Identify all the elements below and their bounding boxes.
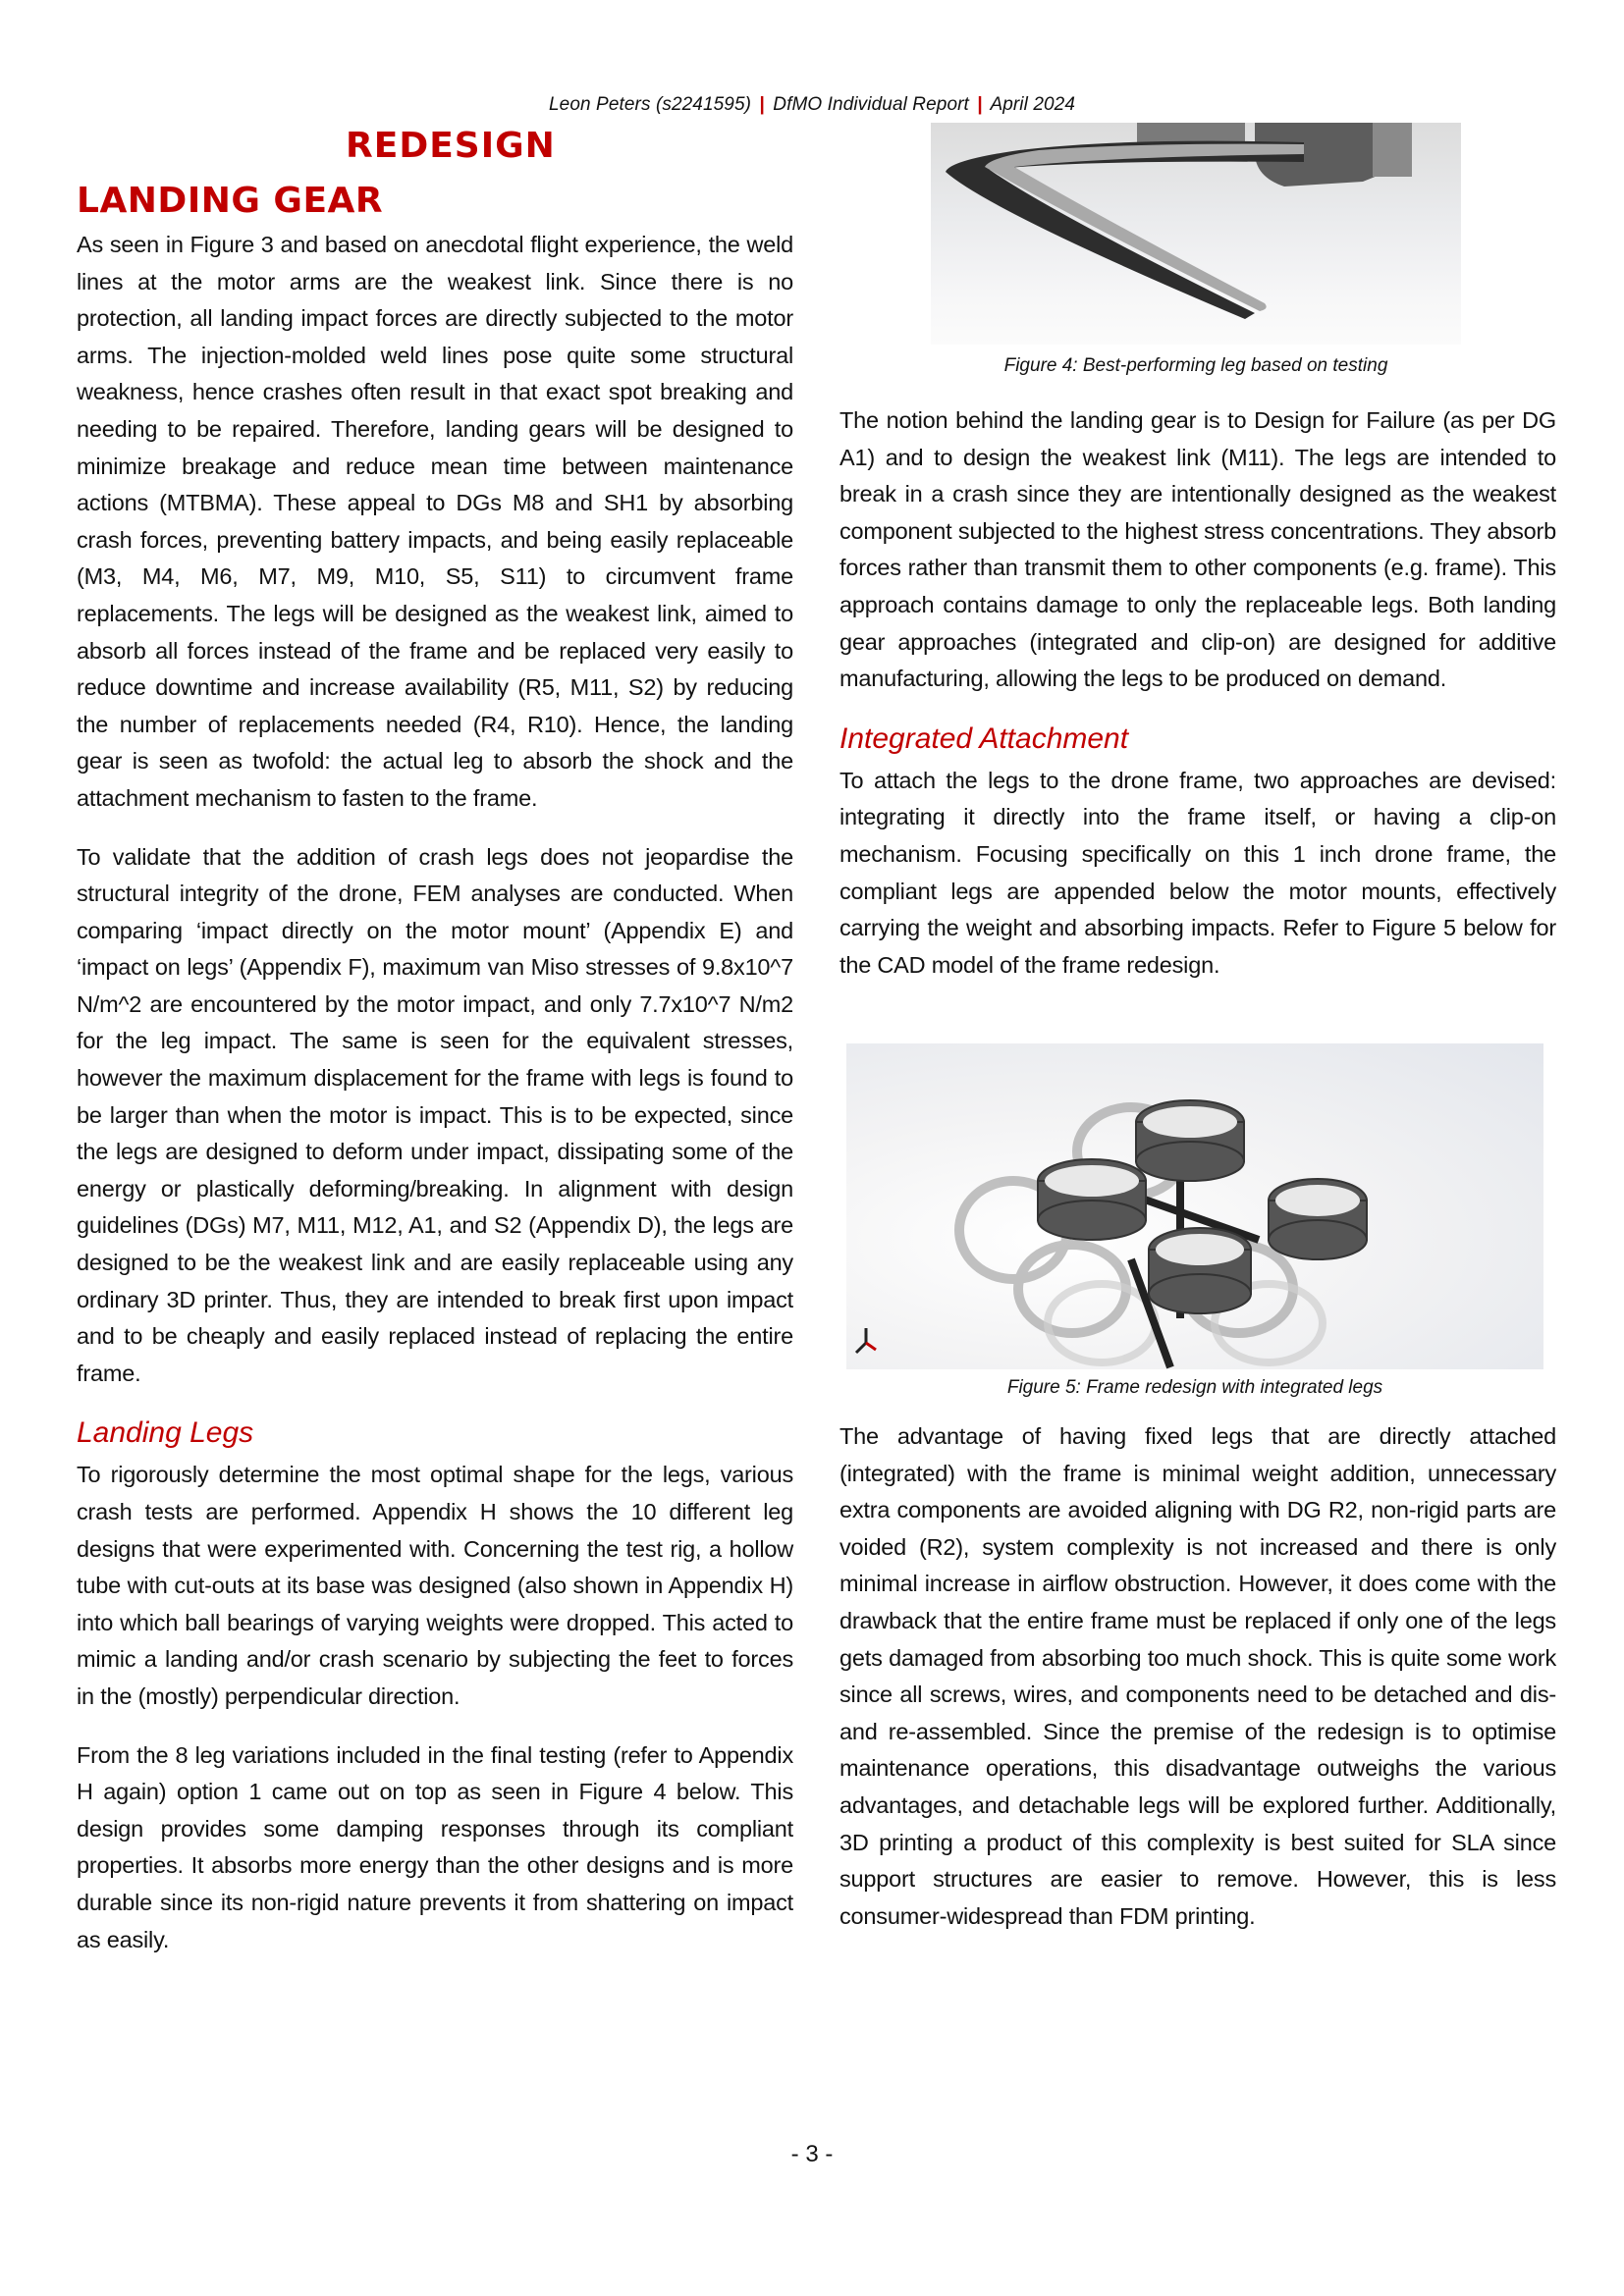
paragraph: The advantage of having fixed legs that are directly attached (integrated) with the frame is minimal weight addition, unnecessary extra components are avoided aligning with DG R2, non-rigid parts are voided (R2), system complexity is not increased and there is only minimal increase in airflow obstruction. However, it does come with the drawback that the entire frame must be replaced if only one of the legs gets damaged from absorbing too much shock. This is quite some work since all screws, wires, and components need to be detached and dis- and re-assembled. Since the premise of the redesign is to optimise maintenance operations, this disadvantage outweighs the various advantages, and detachable legs will be explored further. Additionally, 3D printing a product of this complexity is best suited for SLA since support structures are easier to remove. However, this is less consumer-widespread than FDM printing. [839, 1423, 1556, 1929]
paragraph: To rigorously determine the most optimal shape for the legs, various crash tests are performed. Appendix H shows the 10 different leg designs that were experimented with. Concerning the test rig, a hollow tube with cut-outs at its base was designed (also shown in Appendix H) into which ball bearings of varying weights were dropped. This acted to mimic a landing and/or crash scenario by subjecting the feet to forces in the (mostly) perpendicular direction. [77, 1462, 793, 1709]
page-header [0, 94, 1624, 116]
header-report: DfMO Individual Report [773, 94, 969, 115]
paragraph: As seen in Figure 3 and based on anecdotal flight experience, the weld lines at the motor arms are the weakest link. Since there is no protection, all landing impact forces are directly subjected to the motor arms. The injection-molded weld lines pose quite some structural weakness, hence crashes often result in that exact spot breaking and needing to be repaired. Therefore, landing gears will be designed to minimize breakage and reduce mean time between maintenance actions (MTBMA). These appeal to DGs M8 and SH1 by absorbing crash forces, preventing battery impacts, and being easily replaceable (M3, M4, M6, M7, M9, M10, S5, S11) to circumvent frame replacements. The legs will be designed as the weakest link, aimed to absorb all forces instead of the frame and be replaced very easily to reduce downtime and increase availability (R5, M11, S2) by reducing the number of replacements needed (R4, R10). Hence, the landing gear is seen as twofold: the actual leg to absorb the shock and the attachment mechanism to fasten to the frame. [77, 232, 793, 811]
figure-5-frame-image [846, 1043, 1543, 1369]
paragraph: From the 8 leg variations included in the final testing (refer to Appendix H again) option 1 came out on top as seen in Figure 4 below. This design provides some damping responses through its compliant properties. It absorbs more energy than the other designs and is more durable since its non-rigid nature prevents it from shattering on impact as easily. [77, 1741, 793, 1952]
header-separator: | [759, 94, 765, 115]
right-column-lower [839, 1418, 1556, 1956]
header-separator: | [977, 94, 983, 115]
figure-5-caption: Figure 5: Frame redesign with integrated legs [1006, 1377, 1383, 1398]
subheading-landing-legs: Landing Legs [77, 1416, 254, 1450]
paragraph: The notion behind the landing gear is to Design for Failure (as per DG A1) and to design the weakest link (M11). The legs are intended to break in a crash since they are intentionally designed as the weakest component subjected to the highest stress concentrations. They absorb forces rather than transmit them to other components (e.g. frame). This approach contains damage to only the replaceable legs. Both landing gear approaches (integrated and clip-on) are designed for additive manufacturing, allowing the legs to be produced on demand. [839, 407, 1556, 692]
leg-render-icon [931, 123, 1461, 345]
drone-frame-render-icon [846, 1043, 1543, 1369]
page-number: - 3 - [790, 2141, 834, 2167]
heading-landing-gear: LANDING GEAR [77, 181, 384, 221]
right-column [839, 402, 1556, 1005]
section-title: REDESIGN [346, 126, 556, 166]
left-column [77, 126, 793, 1980]
figure-4-caption: Figure 4: Best-performing leg based on testing [1003, 355, 1388, 376]
figure-4-leg-image [931, 123, 1461, 345]
paragraph: To validate that the addition of crash legs does not jeopardise the structural integrity of the drone, FEM analyses are conducted. When comparing ‘impact directly on the motor mount’ (Appendix E) and ‘impact on legs’ (Appendix F), maximum van Miso stresses of 9.8x10^7 N/m^2 are encountered by the motor impact, and only 7.7x10^7 N/m2 for the leg impact. The same is seen for the equivalent stresses, however the maximum displacement for the frame with legs is found to be larger than when the motor is impact. This is to be expected, since the legs are designed to deform under impact, dissipating some of the energy or plastically deforming/breaking. In alignment with design guidelines (DGs) M7, M11, M12, A1, and S2 (Appendix D), the legs are designed to be the weakest link and are easily replaceable using any ordinary 3D printer. Thus, they are intended to break first upon impact and to be cheaply and easily replaced instead of replacing the entire frame. [77, 843, 793, 1386]
paragraph: To attach the legs to the drone frame, two approaches are devised: integrating it directly into the frame itself, or having a clip-on mechanism. Focusing specifically on this 1 inch drone frame, the compliant legs are appended below the motor mounts, effectively carrying the weight and absorbing impacts. Refer to Figure 5 below for the CAD model of the frame redesign. [839, 767, 1556, 978]
header-date: April 2024 [990, 94, 1075, 115]
subheading-integrated-attachment: Integrated Attachment [839, 721, 1129, 755]
header-author: Leon Peters (s2241595) [549, 94, 752, 115]
